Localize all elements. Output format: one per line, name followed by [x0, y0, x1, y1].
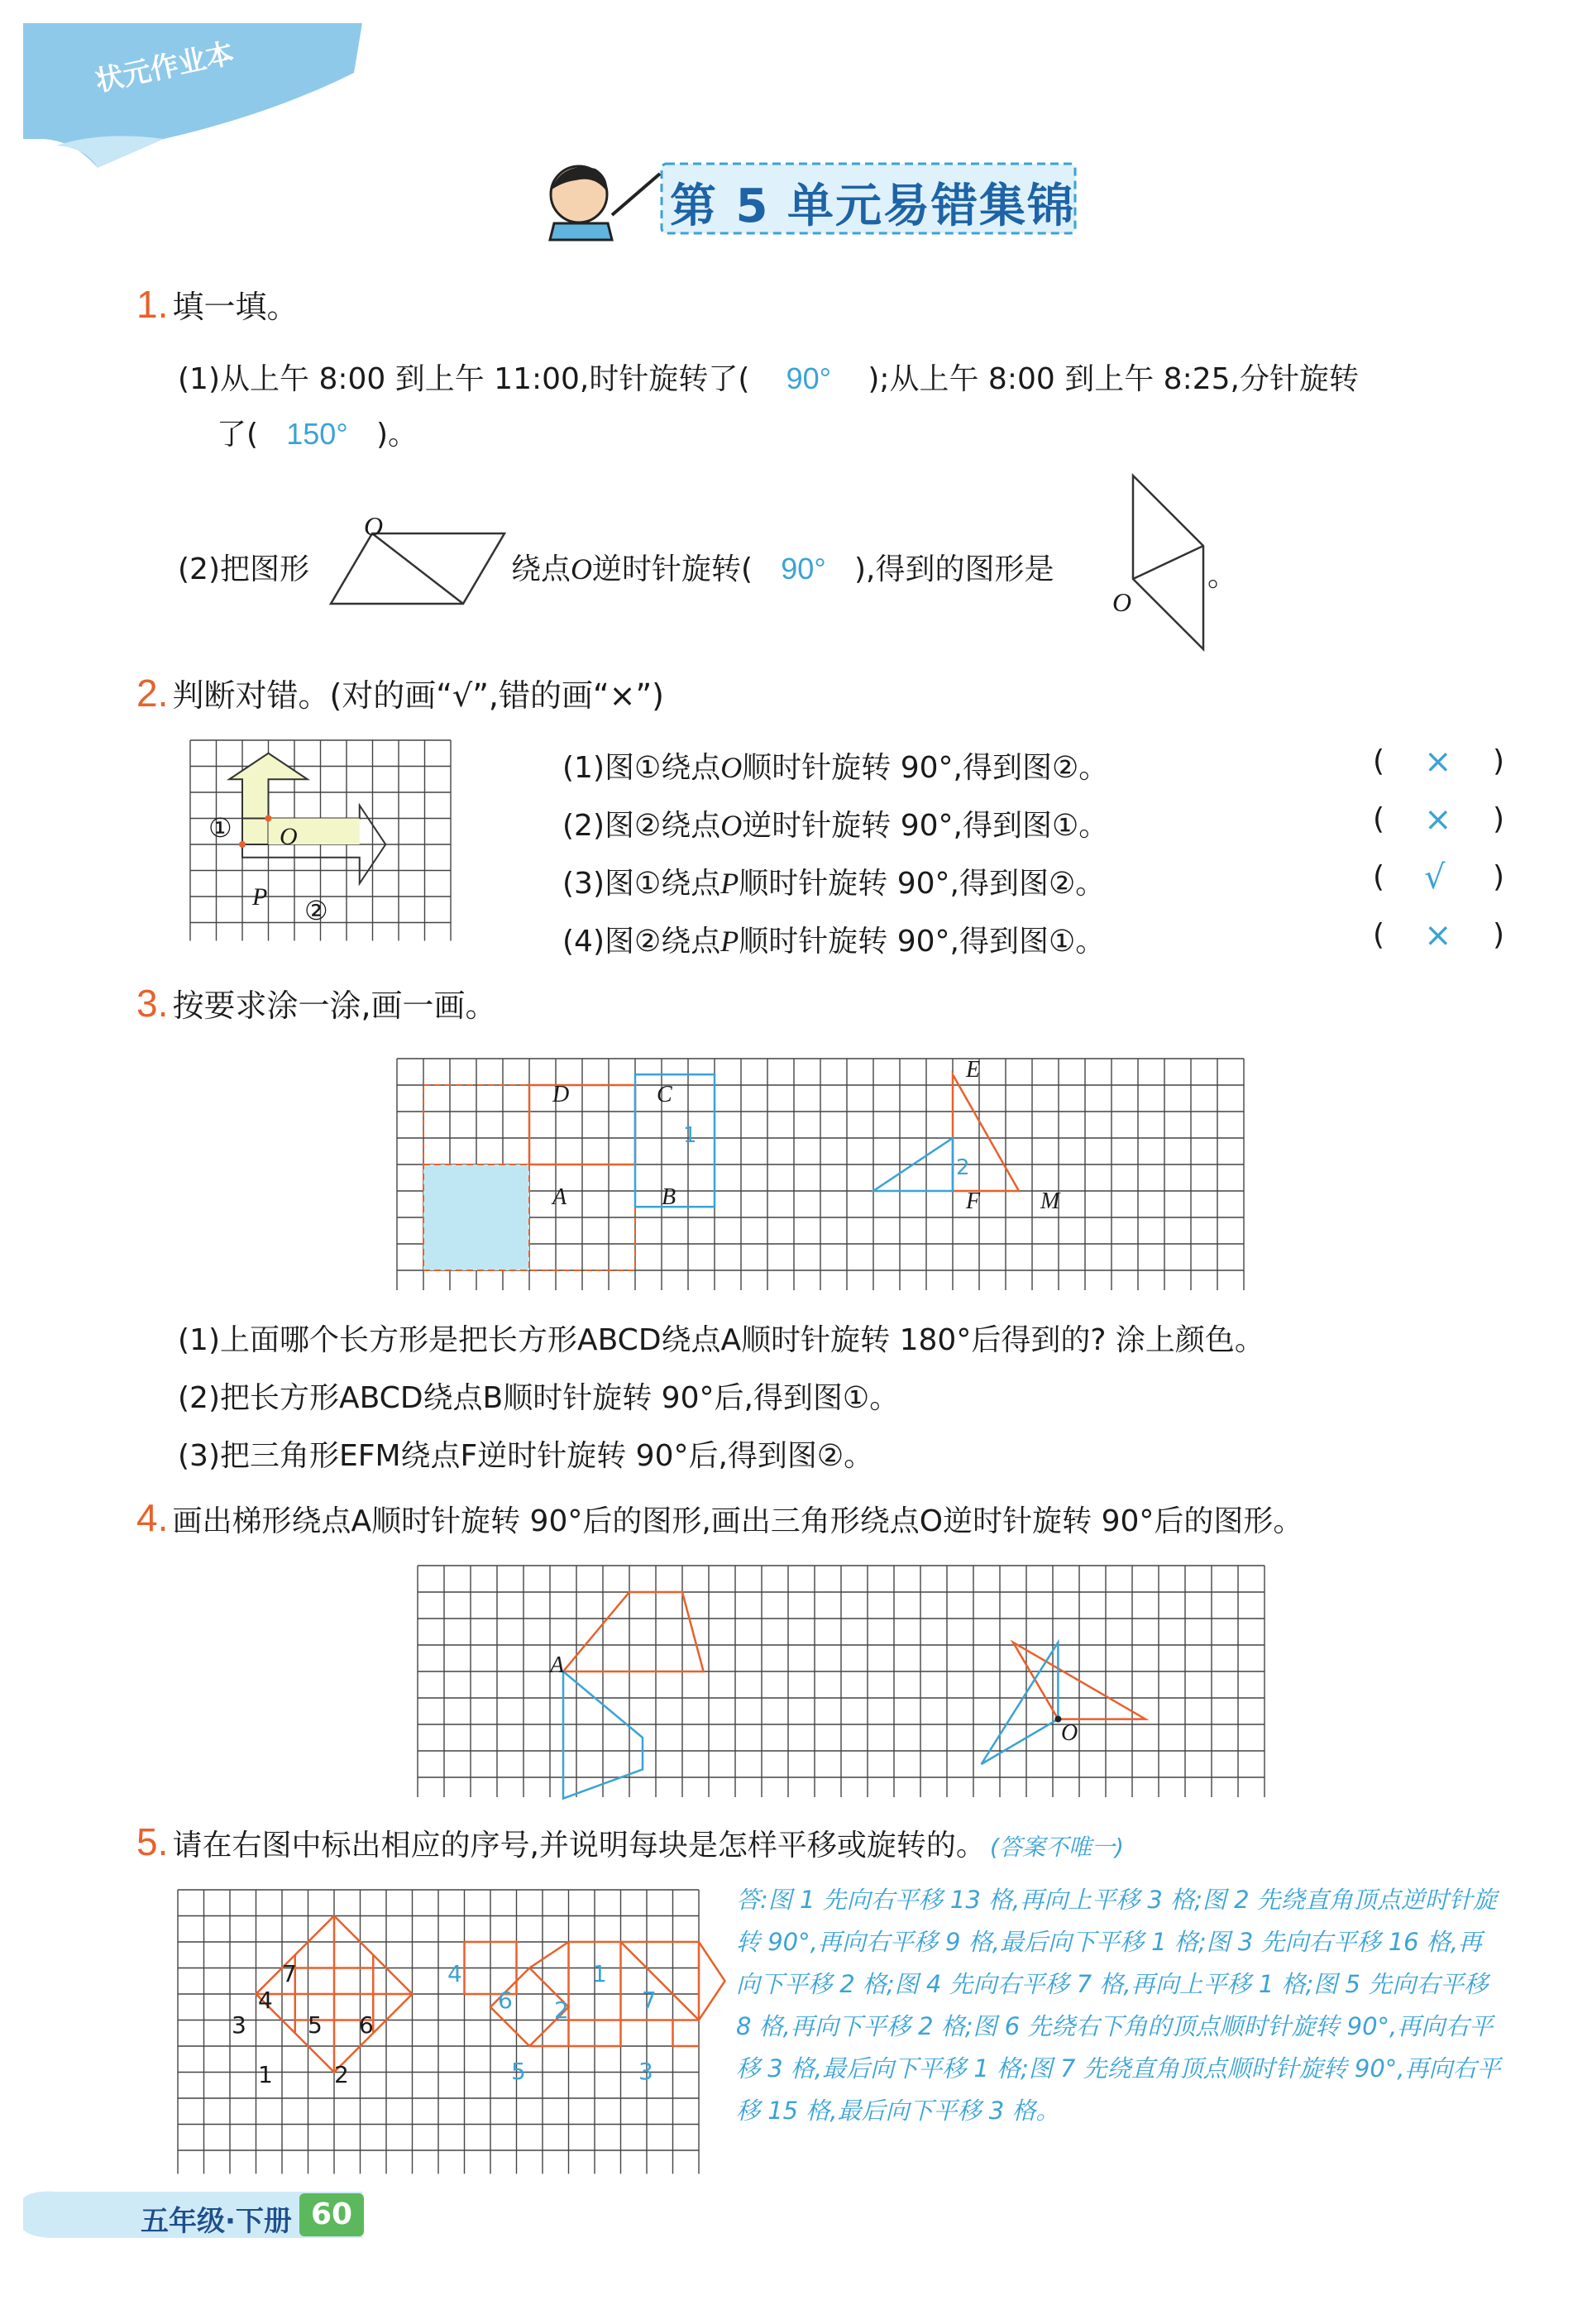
piece-label: 6 — [359, 2011, 374, 2039]
q5-answer: 答:图 1 先向右平移 13 格,再向上平移 3 格;图 2 先绕直角顶点逆时针旋转 90°,再向右平移 9 格,最后向下平移 1 格;图 3 先向右平移 16 格,再向下平移 2 格;图 4 先向右平移 7 格,再向上平移 1 格;图 5 先向右平移 8 格,再向下平移 2 格;图 6 先绕右下角的顶点顺时针旋转 90°,再向右平移 3 格,最后向下平移 1 格;图 7 先绕直角顶点顺时针旋转 90°,再向右平移 15 格,最后向下平移 3 格。 — [736, 1886, 1501, 2125]
piece-label: 1 — [258, 2061, 273, 2088]
q1-text: (1)从上午 8:00 到上午 11:00,时针旋转了( — [178, 362, 750, 396]
q4-grid — [418, 1566, 1265, 1797]
judge-mark: × — [1424, 743, 1452, 781]
piece-label: 2 — [334, 2061, 349, 2088]
q1-text: ),得到的图形是 — [853, 552, 1054, 586]
question-number: 5. — [136, 1820, 169, 1863]
judge-open: ( — [1373, 918, 1385, 952]
q3-sub-3: (3)把三角形EFM绕点F逆时针旋转 90°后,得到图②。 — [178, 1439, 874, 1473]
label-o: O — [1061, 1720, 1078, 1746]
judge-close: ) — [1493, 860, 1505, 894]
label-c: C — [657, 1082, 672, 1107]
judge-item-1 — [562, 744, 1108, 787]
judge-point: P — [720, 867, 739, 900]
piece-label: 6 — [498, 1987, 513, 2014]
judge-point: O — [720, 809, 743, 842]
question-number: 2. — [136, 672, 169, 715]
question-number: 3. — [136, 982, 169, 1025]
q5-grid — [178, 1890, 707, 2175]
label-f: F — [966, 1188, 981, 1214]
q3-sub-1: (1)上面哪个长方形是把长方形ABCD绕点A顺时针旋转 180°后得到的? 涂上颜色。 — [178, 1323, 1265, 1357]
q1-text: 逆时针旋转( — [592, 552, 753, 586]
piece-label: 1 — [592, 1960, 607, 1987]
question-1-heading — [136, 281, 298, 327]
judge-text: (2)图②绕点 — [562, 809, 721, 843]
judge-close: ) — [1493, 744, 1505, 778]
question-5-heading — [136, 1820, 1124, 1864]
piece-label: 3 — [638, 2058, 653, 2085]
piece-label: 2 — [554, 1996, 569, 2024]
judge-item-3 — [562, 860, 1105, 902]
point-o: O — [571, 552, 593, 586]
label-d: D — [552, 1082, 570, 1107]
piece-label: 3 — [232, 2011, 246, 2039]
judge-point: O — [720, 751, 743, 784]
q1-part2-end: 。 — [1207, 559, 1238, 593]
judge-open: ( — [1373, 860, 1385, 894]
question-number: 1. — [136, 283, 169, 326]
judge-text: 顺时针旋转 90°,得到图②。 — [739, 867, 1106, 901]
question-4-heading — [136, 1495, 1303, 1540]
question-number: 4. — [136, 1496, 169, 1539]
point-p-dot — [239, 841, 246, 848]
judge-text: 顺时针旋转 90°,得到图②。 — [742, 751, 1109, 785]
judge-text: 逆时针旋转 90°,得到图①。 — [742, 809, 1109, 843]
answer-field: 150° — [286, 417, 348, 451]
question-text: 画出梯形绕点A顺时针旋转 90°后的图形,画出三角形绕点O逆时针旋转 90°后的图形。 — [172, 1504, 1303, 1538]
judge-mark: × — [1424, 916, 1452, 954]
page-number: 60 — [299, 2193, 364, 2236]
label-circle-1: ① — [208, 812, 232, 844]
q1-part2-text-a: (2)把图形 — [178, 552, 309, 586]
label-m: M — [1040, 1188, 1060, 1214]
q1-text: )。 — [375, 418, 418, 452]
piece-edge — [621, 1942, 700, 2020]
judge-mark: × — [1424, 801, 1452, 839]
judge-text: 顺时针旋转 90°,得到图①。 — [739, 925, 1106, 959]
label-o: O — [1112, 587, 1132, 617]
shaded-rectangle — [423, 1164, 529, 1270]
answer-field: 90° — [786, 361, 832, 395]
corner-label: 状元作业本 — [92, 36, 237, 98]
piece-label: 4 — [258, 1987, 273, 2014]
question-2-heading — [136, 670, 664, 715]
question-text: 请在右图中标出相应的序号,并说明每块是怎样平移或旋转的。 — [172, 1829, 986, 1863]
judge-open: ( — [1373, 744, 1385, 778]
label-fig-1: 1 — [683, 1123, 697, 1148]
judge-text: (4)图②绕点 — [562, 925, 721, 959]
label-fig-2: 2 — [956, 1155, 970, 1180]
question-3-heading — [136, 980, 497, 1026]
q1-text: );从上午 8:00 到上午 8:25,分针旋转 — [868, 362, 1359, 396]
judge-text: (3)图①绕点 — [562, 867, 721, 901]
judge-close: ) — [1493, 802, 1505, 836]
label-b: B — [662, 1184, 676, 1210]
label-o: O — [364, 511, 384, 541]
judge-open: ( — [1373, 802, 1385, 836]
judge-item-2 — [562, 802, 1108, 844]
q3-sub-2: (2)把长方形ABCD绕点B顺时针旋转 90°后,得到图①。 — [178, 1381, 900, 1415]
answer-note: (答案不唯一) — [990, 1834, 1124, 1861]
point-o-dot — [265, 815, 272, 822]
q1-text: 绕点 — [511, 552, 571, 586]
piece-label: 7 — [282, 1960, 297, 1987]
piece-label: 4 — [447, 1960, 462, 1987]
label-p: P — [252, 883, 268, 911]
parallelogram-figure — [331, 513, 513, 612]
q1-text: 了( — [217, 418, 259, 452]
answer-field: 90° — [781, 552, 826, 586]
label-circle-2: ② — [304, 895, 328, 926]
piece-label: 7 — [642, 1987, 657, 2014]
piece-edge — [673, 2020, 700, 2047]
label-a: A — [550, 1652, 565, 1678]
judge-point: P — [720, 925, 739, 958]
piece-label: 5 — [308, 2011, 323, 2039]
judge-close: ) — [1493, 918, 1505, 952]
q1-part2-text-b — [511, 546, 1054, 588]
q1-part1-line2 — [217, 411, 418, 453]
label-e: E — [966, 1057, 981, 1083]
label-a: A — [552, 1184, 567, 1210]
q3-grid — [397, 1059, 1245, 1290]
rotated-figure — [1125, 476, 1207, 658]
q1-part1-line1 — [178, 356, 1359, 398]
label-o: O — [280, 823, 298, 850]
question-text: 按要求涂一涂,画一画。 — [172, 987, 497, 1024]
judge-item-4 — [562, 918, 1105, 960]
triangle-rotated — [982, 1643, 1059, 1764]
piece-label: 5 — [511, 2058, 526, 2085]
judge-mark: √ — [1424, 858, 1446, 897]
question-text: 填一填。 — [172, 289, 299, 325]
judge-text: (1)图①绕点 — [562, 751, 721, 785]
page-title: 第 5 单元易错集锦 — [670, 179, 1075, 233]
grade-label: 五年级·下册 — [141, 2205, 292, 2238]
question-text: 判断对错。(对的画“√”,错的画“×”) — [172, 677, 664, 714]
